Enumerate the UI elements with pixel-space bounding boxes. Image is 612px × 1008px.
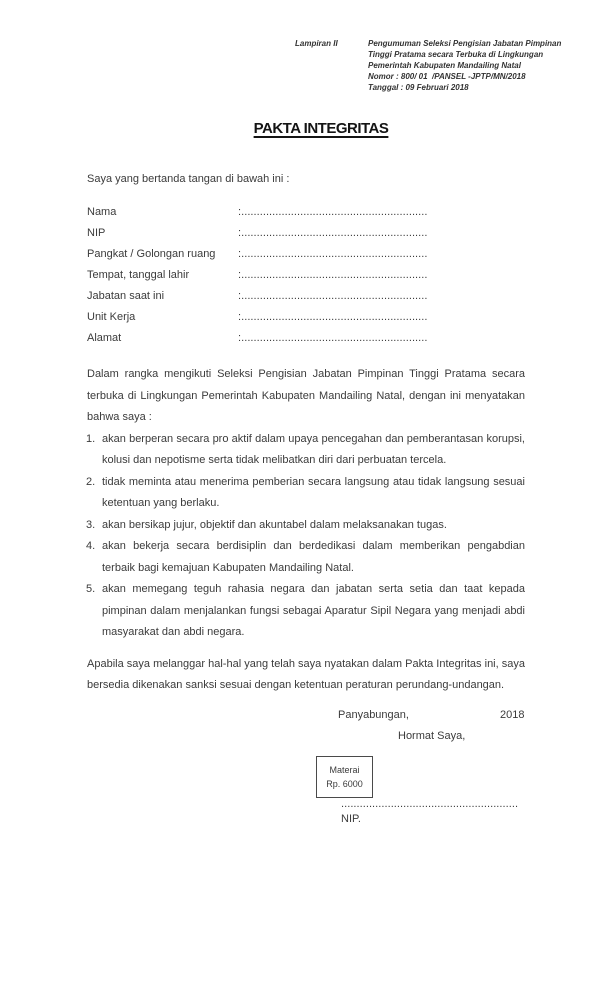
field-fill-in-line: :............................................................ bbox=[238, 269, 428, 281]
field-label: Jabatan saat ini bbox=[87, 290, 165, 302]
statement-item-2 bbox=[87, 472, 525, 515]
closing-paragraph: Apabila saya melanggar hal-hal yang telah saya nyatakan dalam Pakta Integritas ini, saya bersedia dikenakan sanksi sesuai dengan ketentuan peraturan perundang-undangan. bbox=[87, 657, 525, 691]
field-label: Unit Kerja bbox=[87, 311, 136, 323]
statement-item-3 bbox=[87, 515, 525, 537]
field-fill-in-line: :............................................................ bbox=[238, 332, 428, 344]
statement-text: tidak meminta atau menerima pemberian secara langsung atau tidak langsung sesuai ketentuan yang berlaku. bbox=[102, 475, 525, 509]
stamp-line-2: Rp. 6000 bbox=[326, 778, 363, 789]
field-row-nip bbox=[87, 223, 525, 244]
statement-number: 3. bbox=[86, 518, 96, 531]
signature-year: 2018 bbox=[500, 708, 525, 721]
statement-text: akan berperan secara pro aktif dalam upaya pencegahan dan pemberantasan korupsi, kolusi dan nepotisme serta tidak melibatkan diri dari perbuatan tercela. bbox=[102, 432, 525, 466]
reference-line: Pemerintah Kabupaten Mandailing Natal bbox=[368, 61, 521, 70]
reference-line: Tinggi Pratama secara Terbuka di Lingkungan bbox=[368, 50, 544, 59]
page-title: PAKTA INTEGRITAS bbox=[253, 120, 389, 137]
attachment-header bbox=[295, 38, 612, 93]
reference-line: Tanggal : 09 Februari 2018 bbox=[368, 83, 469, 92]
reference-line: Nomor : 800/ 01 /PANSEL -JPTP/MN/2018 bbox=[368, 72, 526, 81]
signature-block bbox=[0, 709, 612, 859]
intro-line: Saya yang bertanda tangan di bawah ini : bbox=[87, 173, 290, 185]
reference-lines bbox=[368, 38, 561, 93]
field-fill-in-line: :............................................................ bbox=[238, 311, 428, 323]
field-row-nama bbox=[87, 202, 525, 223]
field-label: NIP bbox=[87, 227, 106, 239]
statement-item-5 bbox=[87, 579, 525, 644]
title-row bbox=[0, 120, 612, 138]
signature-nip-label: NIP. bbox=[341, 812, 361, 825]
reference-line: Pengumuman Seleksi Pengisian Jabatan Pimpinan bbox=[368, 39, 562, 48]
statement-text: akan bekerja secara berdisiplin dan berdedikasi dalam memberikan pengabdian terbaik bagi kemajuan Kabupaten Mandailing Natal. bbox=[102, 540, 525, 574]
field-fill-in-line: :............................................................ bbox=[238, 206, 428, 218]
statement-number: 1. bbox=[86, 432, 96, 445]
field-label: Tempat, tanggal lahir bbox=[87, 269, 190, 281]
field-row-alamat bbox=[87, 328, 525, 349]
identity-form bbox=[87, 202, 525, 349]
statement-text: akan memegang teguh rahasia negara dan jabatan serta setia dan taat kepada pimpinan dalam menjalankan fungsi sebagai Aparatur Sipil Negara yang menjadi abdi masyarakat dan abdi negara. bbox=[102, 583, 525, 638]
field-row-pangkat bbox=[87, 244, 525, 265]
statement-list bbox=[87, 429, 525, 644]
signature-place: Panyabungan, bbox=[338, 708, 409, 721]
materai-stamp-box bbox=[316, 756, 373, 798]
document-body bbox=[87, 169, 525, 697]
field-fill-in-line: :............................................................ bbox=[238, 248, 428, 260]
field-row-unit-kerja bbox=[87, 307, 525, 328]
statement-item-1 bbox=[87, 429, 525, 472]
field-label: Nama bbox=[87, 206, 117, 218]
signature-name-line: ......................................................... bbox=[341, 797, 519, 810]
attachment-label: Lampiran II bbox=[295, 39, 338, 48]
field-label: Pangkat / Golongan ruang bbox=[87, 248, 216, 260]
statement-number: 4. bbox=[86, 540, 96, 552]
field-label: Alamat bbox=[87, 332, 122, 344]
signature-salutation: Hormat Saya, bbox=[398, 729, 466, 742]
field-row-jabatan bbox=[87, 286, 525, 307]
preamble-paragraph: Dalam rangka mengikuti Seleksi Pengisian Jabatan Pimpinan Tinggi Pratama secara terbuka di Lingkungan Pemerintah Kabupaten Mandailing Natal, dengan ini menyatakan bahwa saya : bbox=[87, 368, 525, 423]
statement-text: akan bersikap jujur, objektif dan akuntabel dalam melaksanakan tugas. bbox=[102, 518, 447, 531]
stamp-line-1: Materai bbox=[329, 764, 360, 775]
statement-number: 2. bbox=[86, 475, 96, 488]
field-fill-in-line: :............................................................ bbox=[238, 290, 428, 302]
field-row-tempat-tanggal-lahir bbox=[87, 265, 525, 286]
field-fill-in-line: :............................................................ bbox=[238, 227, 428, 239]
statement-item-4 bbox=[87, 536, 525, 579]
statement-number: 5. bbox=[86, 583, 96, 595]
